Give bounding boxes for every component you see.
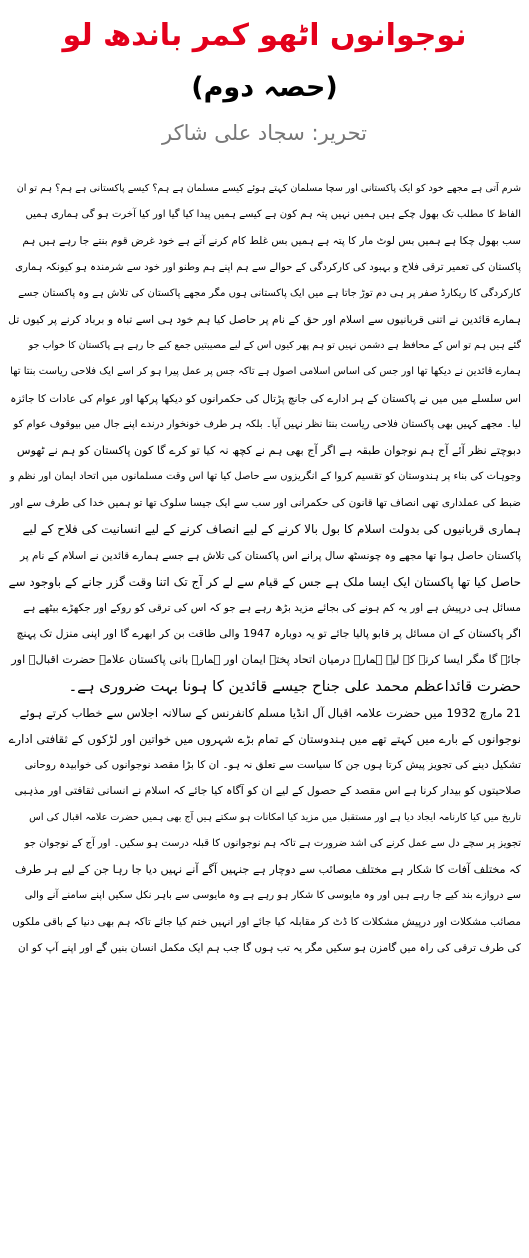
body-text-line: شرم آتی ہے مجھے خود کو ایک پاکستانی اور سچا مسلمان کہتے ہوئے کیسے مسلمان ہے ہم؟ کیسے پاکستانی ہے ہم؟ ہم تو ان [16, 183, 521, 194]
body-text-line: تجویز پر سچے دل سے عمل کرنے کی اشد ضرورت ہے تاکہ ہم نوجوانوں کا قبلہ درست ہو سکیں۔ اور آج کے نوجوان جو [24, 837, 521, 849]
author-byline: تحریر: سجاد علی شاکر [162, 121, 367, 145]
body-text-line: نوجوانوں کے بارے میں کہتے تھے میں ہندوستان کے تمام بڑے شہروں میں خواتین اور لڑکوں کے ثقافتی ادارے [8, 731, 521, 746]
body-text-line: کہ مختلف آفات کا شکار ہے مختلف مصائب سے دوچار ہے جنہیں آگے آنے نہیں دیا جا رہا جن کے لیے ہر طرف [14, 862, 521, 876]
body-text-line: مسائل ہی درپیش ہے اور یہ کم ہونے کی بجائے مزید بڑھ رہے ہے جو کہ اس کی ترقی کو روکے اور جکھڑے بیٹھے ہے [23, 602, 521, 614]
body-text-line: سب بھول چکا ہے ہمیں بس لوٹ مار کا پتہ ہے ہمیں بس غلط کام کرنے آتے ہے خود غرض قوم بنتے جا رہے ہیں ہم [22, 235, 521, 248]
body-text-line: گئے ہیں ہم تو اس کے محافظ ہے دشمن نہیں تو ہم پھر کیوں اس کے لیے مصیبتیں جمع کیے جا رہے ہے پاکستان کا خواب جو [28, 340, 521, 352]
body-text-line: اس سلسلے میں میں نے پاکستان کے ہر ادارے کی جانچ پڑتال کی حکمرانوں کو دیکھا پرکھا اور عوام کی عادات کا جائزہ [10, 392, 521, 405]
body-text-line: دبوچتے نظر آئے آج ہم نوجوان طبقہ ہے اگر آج بھی ہم نے کچھ نہ کیا تو کرے گا کون پاکستان کو ہم نے ٹھوس [16, 443, 521, 457]
body-text-line: پاکستان کی تعمیر ترقی فلاح و بہبود کی کارکردگی کے حوالے سے ہم اپنے ہم وطنو اور خود سے شرمندہ ہو کیونکہ ہماری [15, 261, 521, 273]
article-subtitle: (حصہ دوم) [191, 72, 338, 103]
body-text-line: تاریخ میں کیا کارنامہ ایجاد دیا ہے اور مستقبل میں مزید کیا امکانات ہو سکتے ہیں آج بھی ہمیں حضرت علامہ اقبال کی اس [29, 811, 521, 823]
body-text-line: لیا۔ مجھے کہیں بھی پاکستان فلاحی ریاست بنتا نظر نہیں آیا۔ بلکہ ہر طرف خونخوار درندے اپنے جال میں بیوقوف عوام کو [13, 418, 521, 430]
body-text-line: صلاحیتوں کو بیدار کرنا ہے اس مقصد کے حصول کے لیے ان کو آگاہ کیا جائے کہ اسلام نے انسانی ثقافتی اور مذہبی [14, 784, 521, 798]
body-text-line: تشکیل دینے کی تجویز پیش کرتا ہوں جن کا سیاست سے تعلق نہ ہو۔ ان کا بڑا مقصد نوجوانوں کی خوابیدہ روحانی [24, 759, 521, 772]
body-text-line: الفاظ کا مطلب تک بھول چکے ہیں ہمیں نہیں پتہ ہم کون ہے کیسے ہمیں پیدا کیا گیا اور کیا آخرت ہو گی ہماری ہمیں [25, 209, 521, 221]
body-text-line: ہماری قربانیوں کی بدولت اسلام کا بول بالا کرنے کے لیے انصاف کرنے کے لیے انسانیت کی فلاح کے لیے [22, 522, 521, 537]
body-text-line: وجوہات کی بناء پر ہندوستان کو تقسیم کروا کے انگریزوں سے حاصل کیا تھا اس وقت مسلمانوں میں اتحاد ایمان اور نظم و [9, 471, 521, 483]
body-text-line: حاصل کیا تھا پاکستان ایک ایسا ملک ہے جس کے قیام سے لے کر آج تک اتنا وقت گزر جانے کے باوجود سے [8, 574, 521, 589]
body-text-line: ہمارے قائدین نے دیکھا تھا اور جس کی اساس اسلامی اصول ہے تاکہ جس پر عمل پیرا ہو کر اسے ایک فلاحی ریاست بنتا تھا [10, 366, 521, 378]
body-text-line: پاکستان حاصل ہوا تھا مجھے وہ چونسٹھ سال پرانے اس پاکستان کی تلاش ہے جسے ہمارے قائدین نے اسلام کے نام پر [20, 549, 521, 562]
body-text-line: سے دروازے بند کیے جا رہے ہیں اور وہ مایوسی کا شکار ہو رہے ہے وہ مایوسی سے باہر نکل سکیں اپنے سامنے آنے والی [24, 890, 521, 902]
article-body [8, 176, 521, 962]
body-text-line: جائے گا مگر ایسا کرنے کے لیے ہمارے درمیان اتحاد پختہ ایمان اور ہمارے بانی پاکستان علامہ حضرت اقبالؒ اور [11, 653, 521, 667]
article-title: نوجوانوں اٹھو کمر باندھ لو [62, 18, 467, 53]
body-text-line: حضرت قائداعظم محمد علی جناح جیسے قائدین کا ہونا بہت ضروری ہے۔ [68, 677, 521, 695]
body-text-line: کی طرف ترقی کی راہ میں گامزن ہو سکیں مگر یہ تب ہوں گا جب ہم ایک مکمل انسان بنیں گے اور اپنے آپ کو ان [18, 942, 521, 955]
body-text-line: ضبط کی عملداری تھی انصاف تھا قانون کی حکمرانی اور سب سے ایک جیسا سلوک تھا تو ہمیں خدا کی طرف سے اور [10, 497, 521, 510]
body-text-line: اگر پاکستان کے ان مسائل پر قابو پالیا جائے تو یہ دوبارہ 1947 والی طاقت بن کر ابھرے گا اور اپنی منزل تک پہنچ [16, 627, 521, 641]
body-text-line: مصائب مشکلات اور درپیش مشکلات کا ڈٹ کر مقابلہ کیا جائے اور انہیں ختم کیا جائے تاکہ ہم بھی دنیا کے باقی ملکوں [12, 916, 521, 929]
body-text-line: ہمارے قائدین نے اتنی قربانیوں سے اسلام اور حق کے نام پر حاصل کیا ہم خود ہی اسے تباہ و برباد کرنے پر کیوں تل [8, 312, 521, 326]
body-text-line: کارکردگی کا ریکارڈ صفر پر ہی دم توڑ جاتا ہے میں ایک پاکستانی ہوں مگر مجھے پاکستان کی تلاش ہے وہ پاکستان جسے [18, 287, 521, 299]
body-text-line: 21 مارچ 1932 میں حضرت علامہ اقبال آل انڈیا مسلم کانفرنس کے سالانہ اجلاس سے خطاب کرتے ہوئے [19, 705, 521, 720]
